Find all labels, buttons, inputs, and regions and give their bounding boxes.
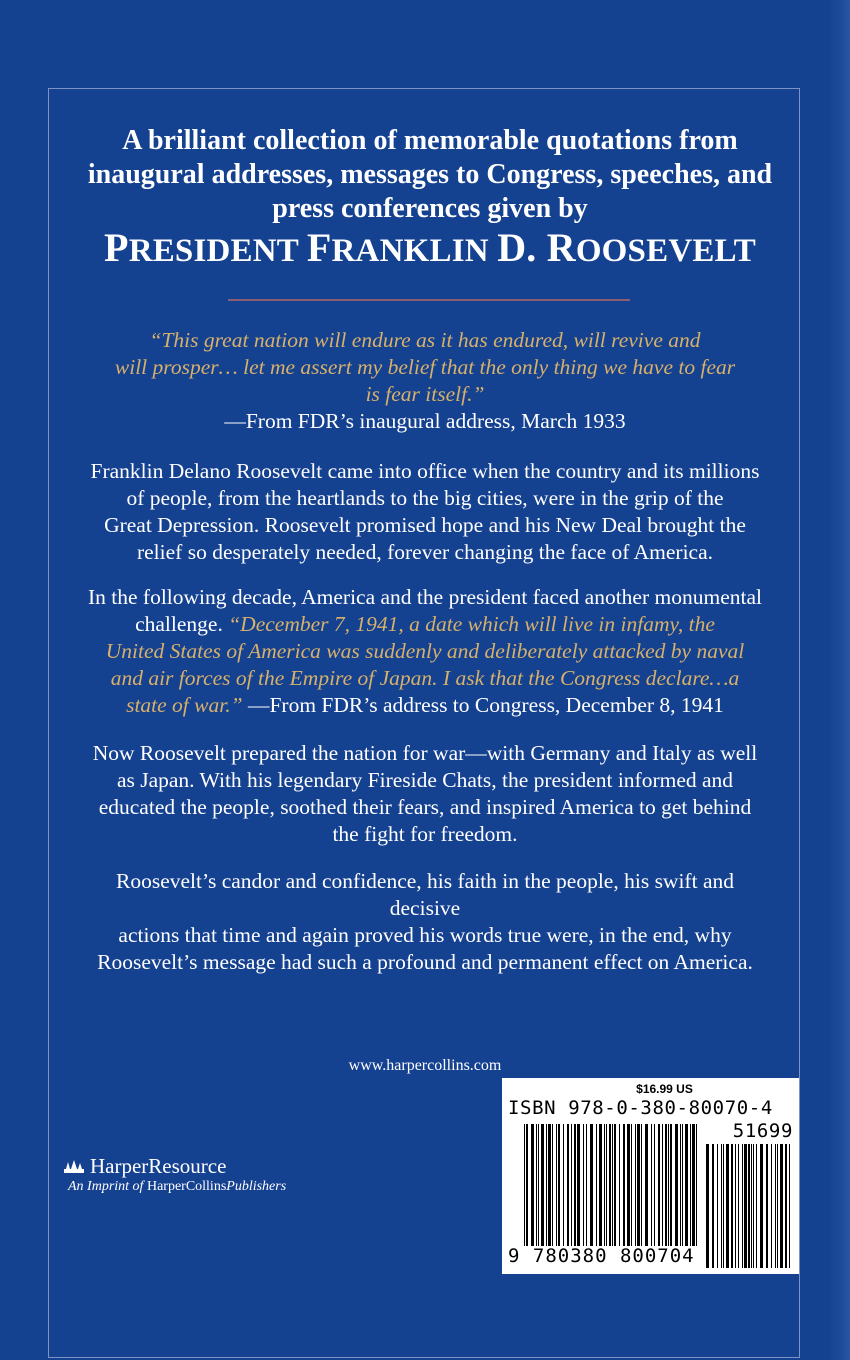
ean-bar [623, 1124, 625, 1246]
addon-bar [777, 1144, 778, 1268]
addon-bar [726, 1144, 729, 1268]
ean-bar [526, 1124, 528, 1246]
ean-bar [583, 1124, 584, 1246]
quote-attribution: —From FDR’s inaugural address, March 1933 [224, 409, 626, 433]
ean-bar [563, 1124, 564, 1246]
ean-bar [548, 1124, 551, 1246]
quote-line: and air forces of the Empire of Japan. I ask that the Congress declare…a [110, 666, 740, 690]
text-line: Great Depression. Roosevelt promised hope and his New Deal brought the [104, 513, 746, 537]
name-part: RANKLIN [331, 233, 498, 269]
addon-bar [760, 1144, 763, 1268]
quote-line: United States of America was suddenly and deliberately attacked by naval [105, 639, 745, 663]
imprint-name: HarperCollins [146, 1179, 227, 1194]
initial: D. [497, 225, 547, 270]
isbn-label: ISBN 978-0-380-80070-4 [508, 1097, 773, 1119]
fire-logo-icon [64, 1159, 84, 1173]
ean-bar [680, 1124, 681, 1246]
addon-bar [721, 1144, 722, 1268]
quote-span: “December 7, 1941, a date which will live in infamy, the [228, 612, 715, 636]
ean-bar [696, 1124, 697, 1246]
text-line: actions that time and again proved his words true were, in the end, why [118, 923, 732, 947]
addon-bar [789, 1144, 790, 1268]
text-span: challenge. [135, 612, 229, 636]
ean-bar [619, 1124, 620, 1246]
ean-bar [538, 1124, 539, 1246]
ean-bar [546, 1124, 547, 1246]
ean-bar [571, 1124, 572, 1246]
text-line: Franklin Delano Roosevelt came into office when the country and its millions [90, 459, 760, 483]
paragraph-legacy [80, 868, 770, 976]
paragraph-war [80, 584, 770, 719]
ean-bar [658, 1124, 660, 1246]
publisher-website[interactable]: www.harpercollins.com [348, 1057, 502, 1074]
quote-line: is fear itself.” [365, 382, 485, 406]
addon-bar [775, 1144, 776, 1268]
addon-bar [785, 1144, 787, 1268]
ean-bar [690, 1124, 691, 1246]
addon-bar [738, 1144, 739, 1268]
ean-digits: 9 780380 800704 [508, 1245, 695, 1267]
ean-bar [586, 1124, 587, 1246]
ean-bar [685, 1124, 688, 1246]
ean-bar [604, 1124, 605, 1246]
publisher-block [64, 1154, 404, 1196]
spine-edge [828, 0, 850, 1360]
ean-bar [567, 1124, 569, 1246]
ean-bar [635, 1124, 636, 1246]
ean-bar [599, 1124, 602, 1246]
text-line: as Japan. With his legendary Fireside Chats, the president informed and [116, 768, 734, 792]
text-line: educated the people, soothed their fears, and inspired America to get behind [98, 795, 752, 819]
text-line [80, 611, 770, 638]
headline-line: inaugural addresses, messages to Congress, speeches, and [87, 159, 773, 190]
addon-bar [766, 1144, 768, 1268]
ean-bar [558, 1124, 560, 1246]
ean-bar [692, 1124, 695, 1246]
ean-bar [675, 1124, 678, 1246]
ean-bar [627, 1124, 630, 1246]
ean-bar [670, 1124, 672, 1246]
president-name [60, 225, 800, 271]
ean-bar [651, 1124, 652, 1246]
headline-line: A brilliant collection of memorable quotations from [122, 125, 738, 156]
ean-bar [609, 1124, 611, 1246]
ean-bar [541, 1124, 544, 1246]
addon-bar [706, 1144, 709, 1268]
text-line: relief so desperately needed, forever changing the face of America. [136, 540, 714, 564]
addon-bar [748, 1144, 750, 1268]
ean-bar [614, 1124, 616, 1246]
addon-bar [735, 1144, 736, 1268]
initial: F [306, 225, 332, 270]
text-line: the fight for freedom. [332, 822, 518, 846]
ean-bar [637, 1124, 640, 1246]
publisher-name: HarperResource [90, 1154, 227, 1178]
ean-bar [596, 1124, 597, 1246]
headline [70, 124, 790, 226]
ean-bar [654, 1124, 655, 1246]
addon-bar [717, 1144, 718, 1268]
addon-bar [756, 1144, 757, 1268]
ean-bar [665, 1124, 667, 1246]
ean-bar [612, 1124, 613, 1246]
imprint-suffix: Publishers [226, 1179, 287, 1194]
ean-bar [590, 1124, 593, 1246]
ean-bar [645, 1124, 648, 1246]
ean-bar [577, 1124, 580, 1246]
addon-bar [712, 1144, 714, 1268]
text-line: of people, from the heartlands to the big cities, were in the grip of the [126, 486, 724, 510]
barcode-box [502, 1078, 799, 1274]
ean-bar [524, 1124, 525, 1246]
divider-rule [228, 299, 630, 301]
quote-line: will prosper… let me assert my belief that the only thing we have to fear [114, 355, 736, 379]
ean-bar [631, 1124, 632, 1246]
quote-span: state of war.” [126, 693, 243, 717]
initial: P [104, 225, 129, 270]
imprint-prefix: An Imprint of [68, 1179, 147, 1194]
ean-bar [574, 1124, 576, 1246]
ean-bar [662, 1124, 663, 1246]
text-line: Roosevelt’s message had such a profound and permanent effect on America. [97, 950, 753, 974]
text-line: Now Roosevelt prepared the nation for war—with Germany and Italy as well [92, 741, 758, 765]
ean-bar [531, 1124, 534, 1246]
name-part: RESIDENT [128, 233, 307, 269]
ean-bar [536, 1124, 537, 1246]
ean-bar [668, 1124, 669, 1246]
addon-bar [753, 1144, 754, 1268]
imprint-line [68, 1178, 404, 1196]
name-part: OOSEVELT [575, 233, 756, 269]
ean-bar [682, 1124, 683, 1246]
headline-line: press conferences given by [272, 193, 588, 224]
price-label: $16.99 US [636, 1082, 693, 1096]
ean-bar [606, 1124, 607, 1246]
ean-bar [552, 1124, 553, 1246]
quote-attribution: —From FDR’s address to Congress, December 8, 1941 [242, 693, 724, 717]
ean-bar [556, 1124, 557, 1246]
initial: R [546, 225, 576, 270]
ean-bar [641, 1124, 642, 1246]
inaugural-quote [80, 327, 770, 435]
paragraph-fireside [80, 740, 770, 848]
addon-bar [742, 1144, 743, 1268]
addon-bar [751, 1144, 752, 1268]
addon-bar [744, 1144, 747, 1268]
text-line: Roosevelt’s candor and confidence, his faith in the people, his swift and decisive [116, 869, 734, 920]
addon-digits: 51699 [732, 1120, 793, 1142]
paragraph-depression [80, 458, 770, 566]
quote-line: “This great nation will endure as it has endured, will revive and [149, 328, 701, 352]
addon-bar [771, 1144, 772, 1268]
addon-bar [723, 1144, 724, 1268]
addon-bar [780, 1144, 783, 1268]
addon-bar [731, 1144, 733, 1268]
text-line [80, 692, 770, 719]
text-line: In the following decade, America and the president faced another monumental [87, 585, 762, 609]
